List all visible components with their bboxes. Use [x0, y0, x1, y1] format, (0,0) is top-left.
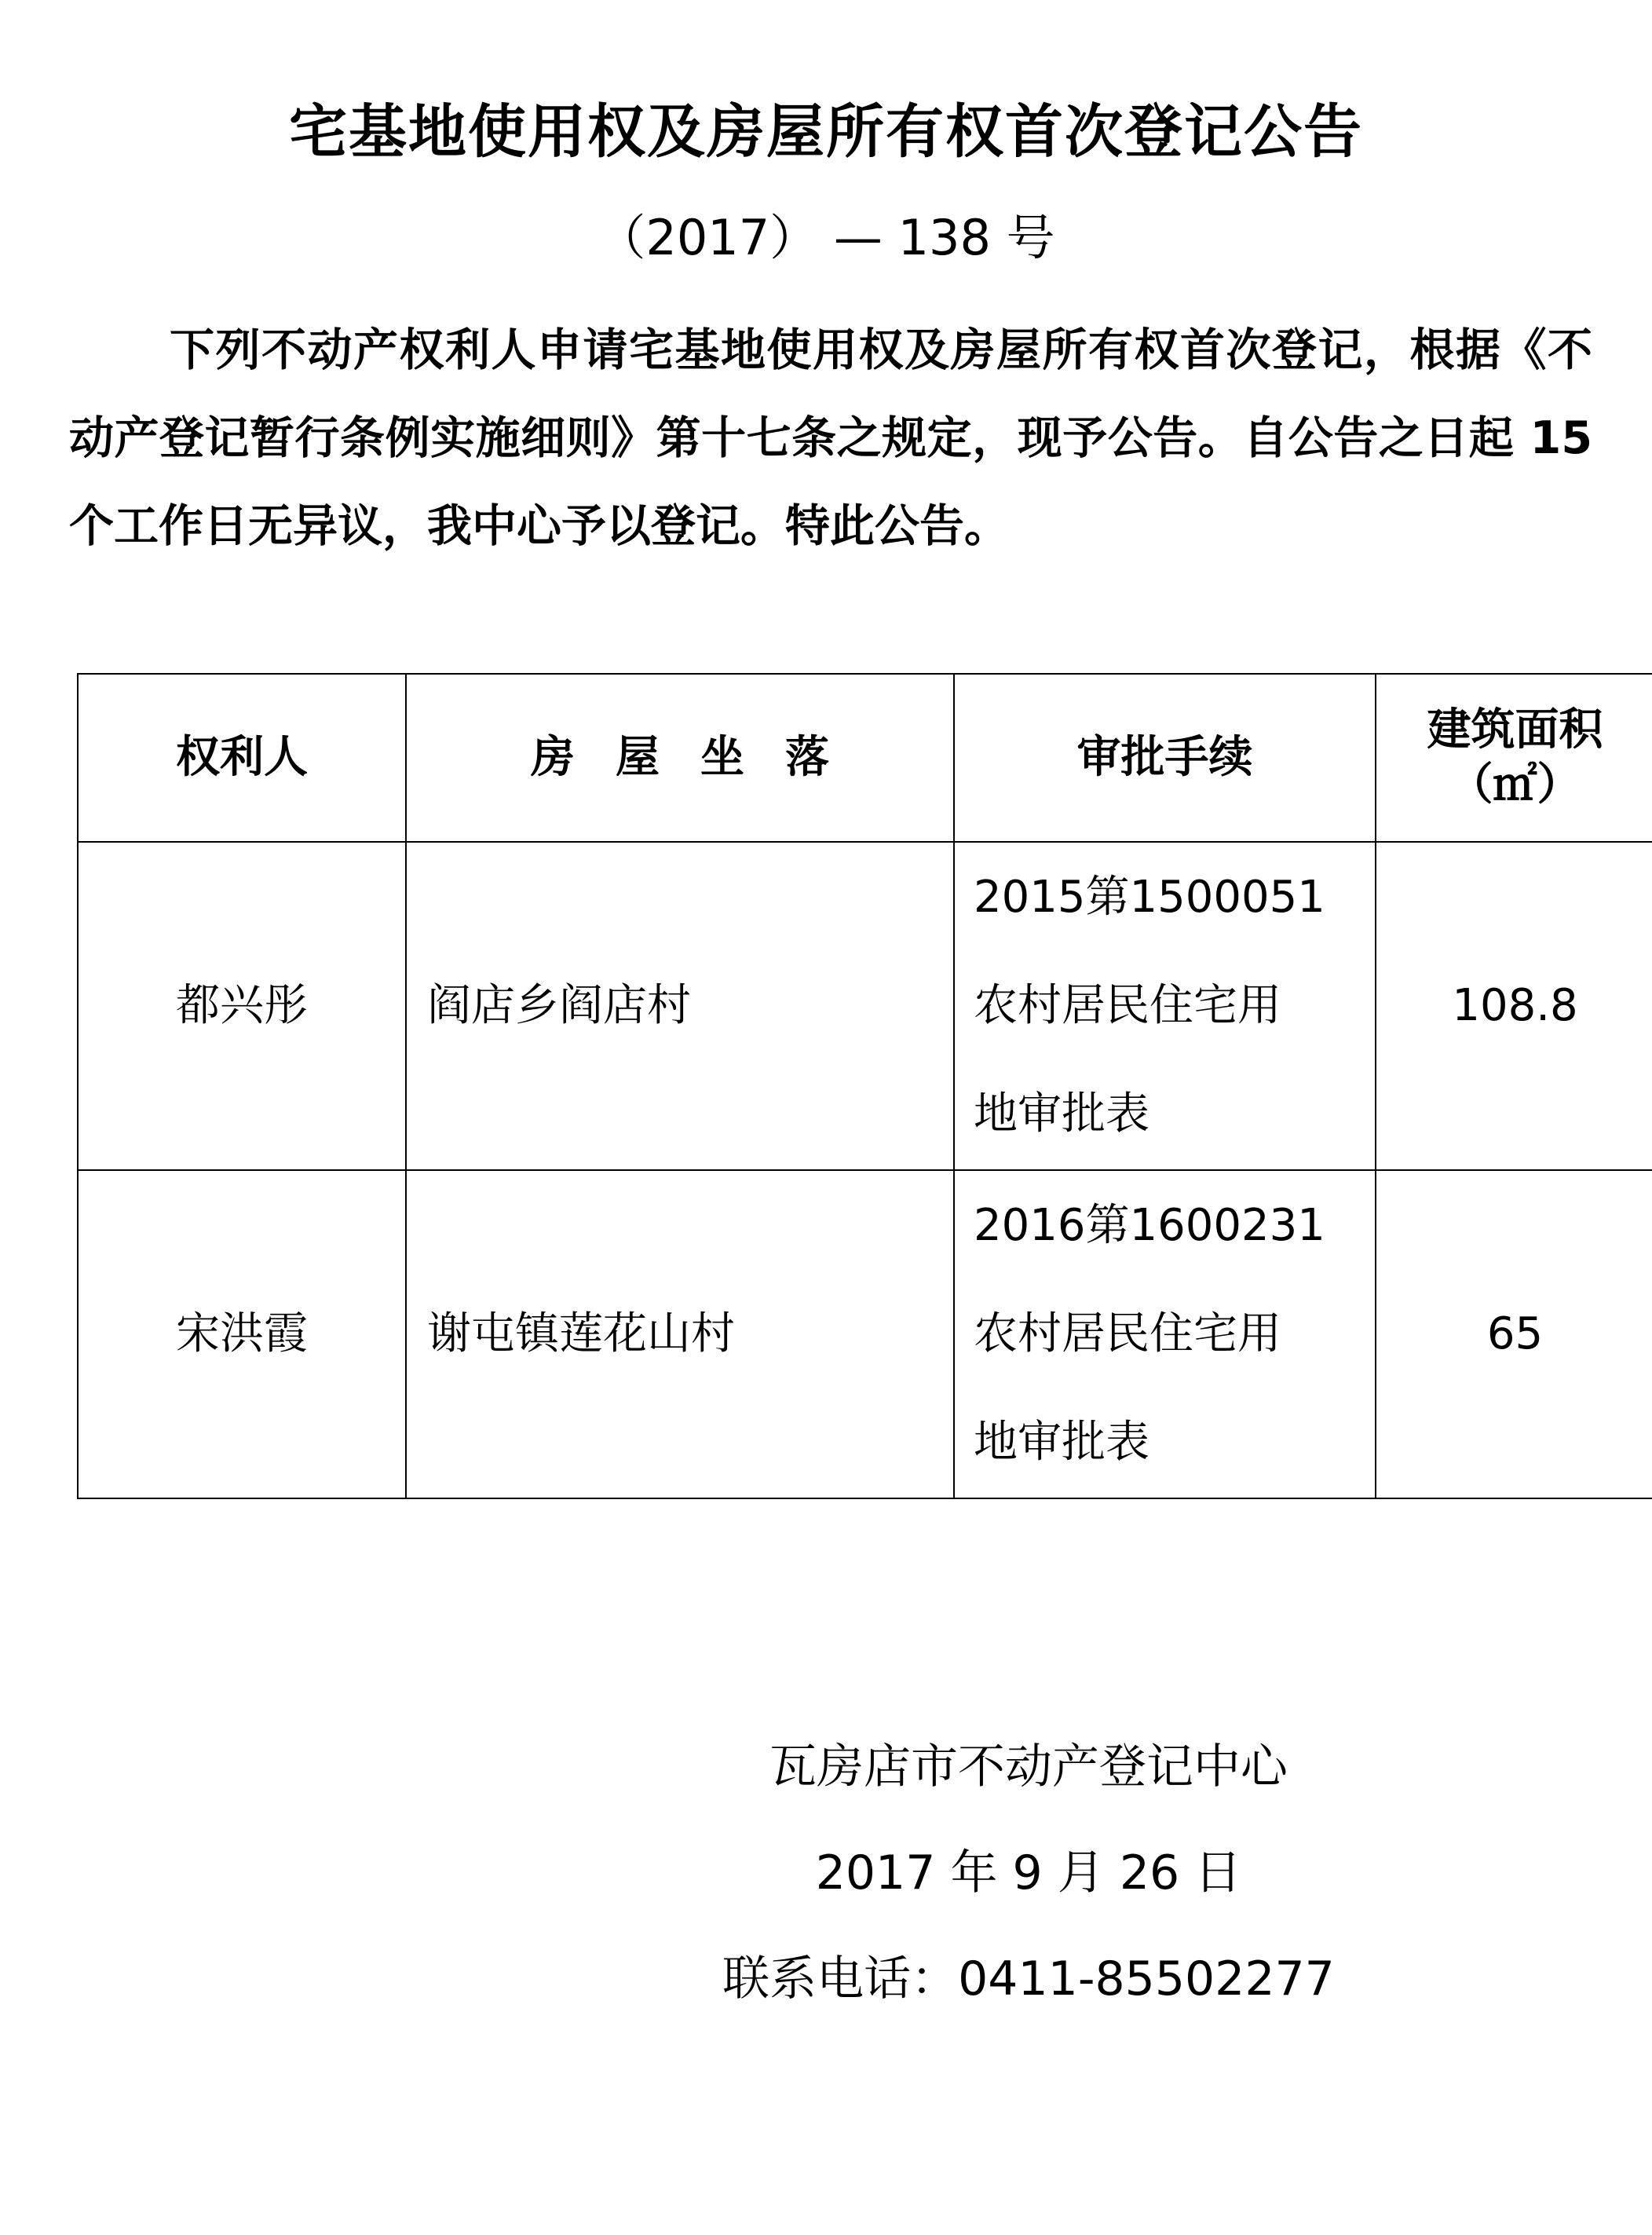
header-holder: 权利人 [78, 674, 406, 842]
header-area-unit: （㎡） [1449, 759, 1581, 810]
issuing-organization: 瓦房店市不动产登记中心 [769, 1739, 1288, 1794]
header-area-label: 建筑面积 [1427, 704, 1603, 755]
cell-approval [954, 1170, 1376, 1498]
cell-location: 谢屯镇莲花山村 [406, 1170, 954, 1498]
header-location-char: 屋 [616, 732, 660, 783]
approval-line: 2016第1600231 [974, 1200, 1325, 1251]
document-number: （2017） — 138 号 [597, 209, 1055, 266]
cell-area: 65 [1376, 1170, 1652, 1498]
cell-location: 阎店乡阎店村 [406, 842, 954, 1170]
registration-table [77, 673, 1652, 1499]
contact-phone: 联系电话：0411-85502277 [722, 1952, 1335, 2006]
header-area [1376, 674, 1652, 842]
cell-approval [954, 842, 1376, 1170]
notice-title: 宅基地使用权及房屋所有权首次登记公告 [289, 98, 1363, 166]
issue-date: 2017 年 9 月 26 日 [815, 1845, 1242, 1900]
table-row [78, 842, 1652, 1170]
header-location-char: 落 [785, 732, 829, 783]
header-approval: 审批手续 [954, 674, 1376, 842]
approval-line: 地审批表 [974, 1417, 1149, 1468]
table-header-row [78, 674, 1652, 842]
header-location-char: 坐 [700, 732, 744, 783]
cell-area: 108.8 [1376, 842, 1652, 1170]
approval-line: 农村居民住宅用 [974, 1308, 1281, 1359]
cell-holder: 宋洪霞 [78, 1170, 406, 1498]
header-location [406, 674, 954, 842]
approval-line: 2015第1500051 [974, 872, 1325, 923]
header-location-char: 房 [531, 732, 575, 783]
approval-line: 地审批表 [974, 1088, 1149, 1139]
approval-line: 农村居民住宅用 [974, 980, 1281, 1031]
table-row [78, 1170, 1652, 1498]
notice-paragraph: 下列不动产权利人申请宅基地使用权及房屋所有权首次登记，根据《不动产登记暂行条例实施细则》第十七条之规定，现予公告。自公告之日起 15 个工作日无异议，我中心予以登记。特此公告。 [69, 324, 1592, 552]
cell-holder: 都兴彤 [78, 842, 406, 1170]
